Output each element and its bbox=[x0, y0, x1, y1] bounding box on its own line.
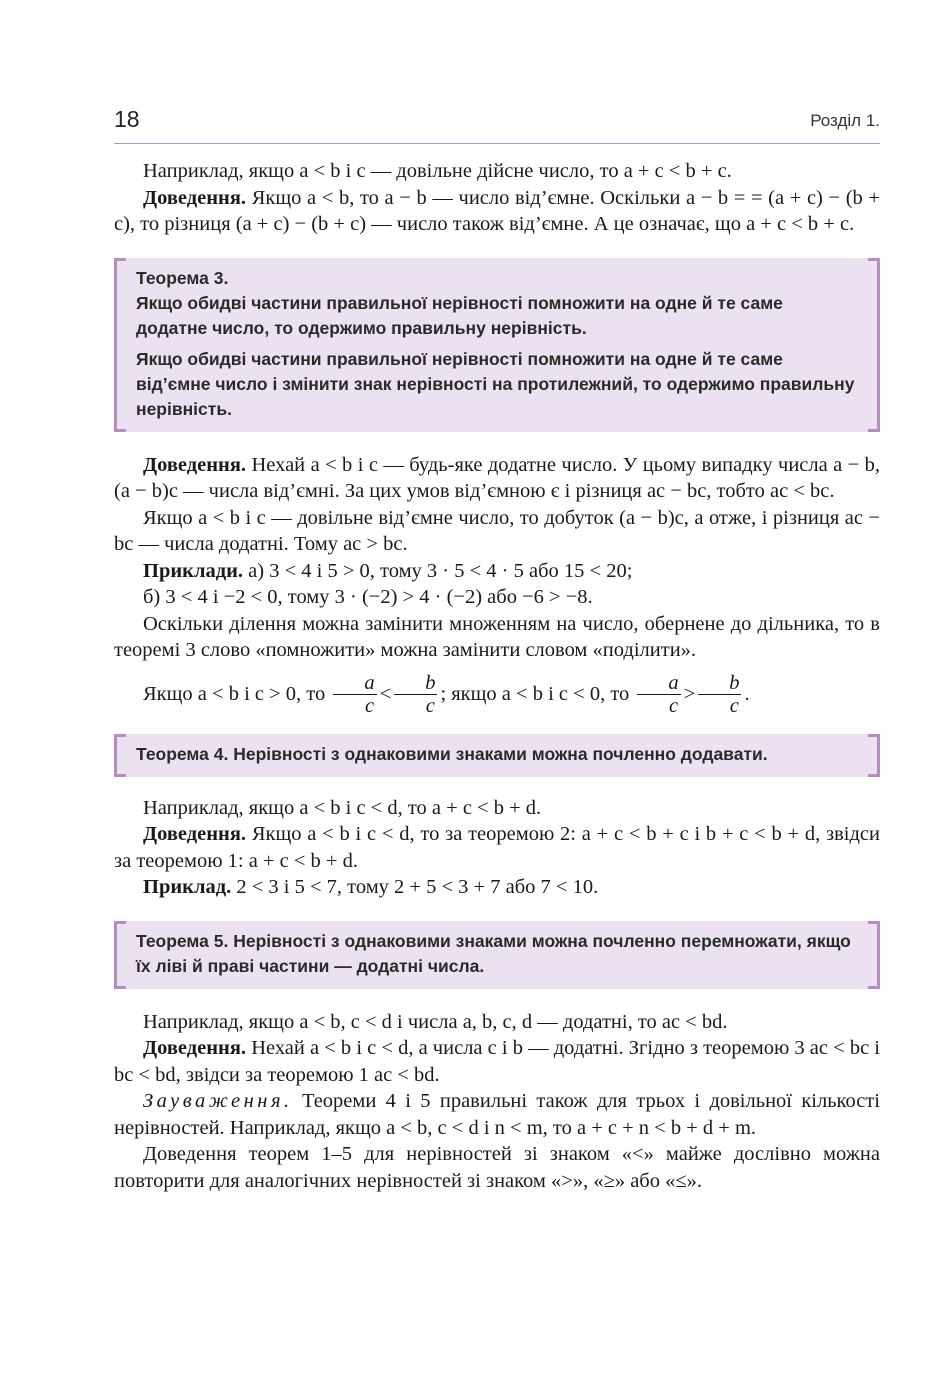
negative-case-paragraph: Якщо a < b і c — довільне від’ємне число, то добуток (a − b)c, а отже, і різниця ac − bc — числа додатні. Тому ac > bc. bbox=[114, 506, 880, 555]
bracket-right bbox=[868, 921, 880, 989]
page-content bbox=[114, 158, 880, 1194]
example-paragraph: Наприклад, якщо a < b і c — довільне дійсне число, то a + c < b + c. bbox=[143, 160, 732, 182]
remark-text: Теореми 4 і 5 правильні також для трьох і довільної кількості нерівностей. Наприклад, якщо a < b, c < d і n < m, то a + c + n < b + d + m. bbox=[114, 1090, 880, 1139]
header-divider bbox=[114, 143, 880, 144]
proof-label: Доведення. bbox=[143, 453, 247, 476]
remark-paragraph bbox=[114, 1088, 880, 1141]
proof-label: Доведення. bbox=[143, 1037, 247, 1059]
fraction-a-over-c: $\frac{a}{c}$ bbox=[637, 672, 680, 717]
examples-paragraph bbox=[114, 558, 880, 585]
theorem-3-box bbox=[116, 258, 878, 432]
example-b-paragraph: б) 3 < 4 і −2 < 0, тому 3 · (−2) > 4 · (−2) або −6 > −8. bbox=[143, 586, 593, 608]
fraction-b-over-c: $\frac{b}{c}$ bbox=[698, 672, 741, 717]
bracket-right bbox=[868, 258, 880, 432]
theorem-4-box bbox=[116, 734, 878, 777]
example-paragraph bbox=[114, 874, 880, 901]
fraction-a-over-c: $\frac{a}{c}$ bbox=[333, 672, 376, 717]
division-paragraph: Оскільки ділення можна замінити множенням на число, обернене до дільника, то в теоремі 3 слово «помножити» можна замінити словом «поділити». bbox=[114, 612, 880, 661]
example-paragraph: Наприклад, якщо a < b і c < d, то a + c < b + d. bbox=[143, 796, 542, 819]
bracket-left bbox=[114, 921, 126, 989]
proof-text: Нехай a < b і c — будь-яке додатне число. У цьому випадку числа a − b, (a − b)c — числа від’ємні. За цих умов від’ємною є і різниця ac − bc, тобто ac < bc. bbox=[114, 453, 880, 502]
example-text: 2 < 3 і 5 < 7, тому 2 + 5 < 3 + 7 або 7 < 10. bbox=[231, 876, 599, 898]
examples-text: а) 3 < 4 і 5 > 0, тому 3 · 5 < 4 · 5 або 15 < 20; bbox=[243, 559, 633, 582]
proof-text: Якщо a < b, то a − b — число від’ємне. Оскільки a − b = = (a + c) − (b + c), то різниця (a + c) − (b + c) — число також від’ємне. А це означає, що a + c < b + c. bbox=[114, 186, 880, 235]
bracket-right bbox=[868, 734, 880, 777]
bracket-left bbox=[114, 258, 126, 432]
theorem-3-title: Теорема 3. bbox=[136, 267, 229, 288]
theorem-4-text: Теорема 4. Нерівності з однаковими знаками можна почленно додавати. bbox=[136, 743, 768, 764]
bracket-left bbox=[114, 734, 126, 777]
theorem-5-text: Теорема 5. Нерівності з однаковими знаками можна почленно перемножати, якщо їх ліві й праві частини — додатні числа. bbox=[136, 930, 851, 976]
proof-label: Доведення. bbox=[143, 186, 247, 209]
examples-label: Приклади. bbox=[143, 559, 244, 582]
fraction-b-over-c: $\frac{b}{c}$ bbox=[394, 672, 437, 717]
remark-label: Зауваження. bbox=[143, 1090, 293, 1112]
fraction-intro: Якщо a < b і c > 0, то bbox=[143, 682, 331, 705]
proof-paragraph bbox=[114, 1035, 880, 1088]
closing-paragraph: Доведення теорем 1–5 для нерівностей зі знаком «<» майже дослівно можна повторити для аналогічних нерівностей зі знаком «>», «≥» або «≤». bbox=[114, 1143, 880, 1192]
theorem-5-box bbox=[116, 921, 878, 989]
proof-text: Нехай a < b і c < d, а числа c і b — додатні. Згідно з теоремою 3 ac < bc і bc < bd, звідси за теоремою 1 ac < bd. bbox=[114, 1037, 880, 1086]
proof-paragraph bbox=[114, 185, 880, 238]
theorem-3-part-2: Якщо обидві частини правильної нерівності помножити на одне й те саме від’ємне число і змінити знак нерівності на протилежний, то одержимо правильну нерівність. bbox=[136, 348, 855, 419]
theorem-3-part-1: Якщо обидві частини правильної нерівності помножити на одне й те саме додатне число, то одержимо правильну нерівність. bbox=[136, 292, 783, 338]
chapter-label: Розділ 1. bbox=[810, 111, 880, 130]
page-number: 18 bbox=[114, 106, 140, 132]
example-paragraph: Наприклад, якщо a < b, c < d і числа a, b, c, d — додатні, то ac < bd. bbox=[143, 1010, 728, 1033]
fraction-line: Якщо a < b і c > 0, то $\frac{a}{c}$ < $\frac{b}{c}$ ; якщо a < b і c < 0, то $\frac{a}{c}$ > $\frac{b}{c}$ . bbox=[143, 672, 750, 718]
proof-text: Якщо a < b і c < d, то за теоремою 2: a + c < b + c і b + c < b + d, звідси за теоремою 1: a + c < b + d. bbox=[114, 823, 880, 872]
proof-paragraph bbox=[114, 452, 880, 505]
proof-paragraph bbox=[114, 821, 880, 874]
proof-label: Доведення. bbox=[143, 823, 247, 845]
example-label: Приклад. bbox=[143, 876, 232, 898]
